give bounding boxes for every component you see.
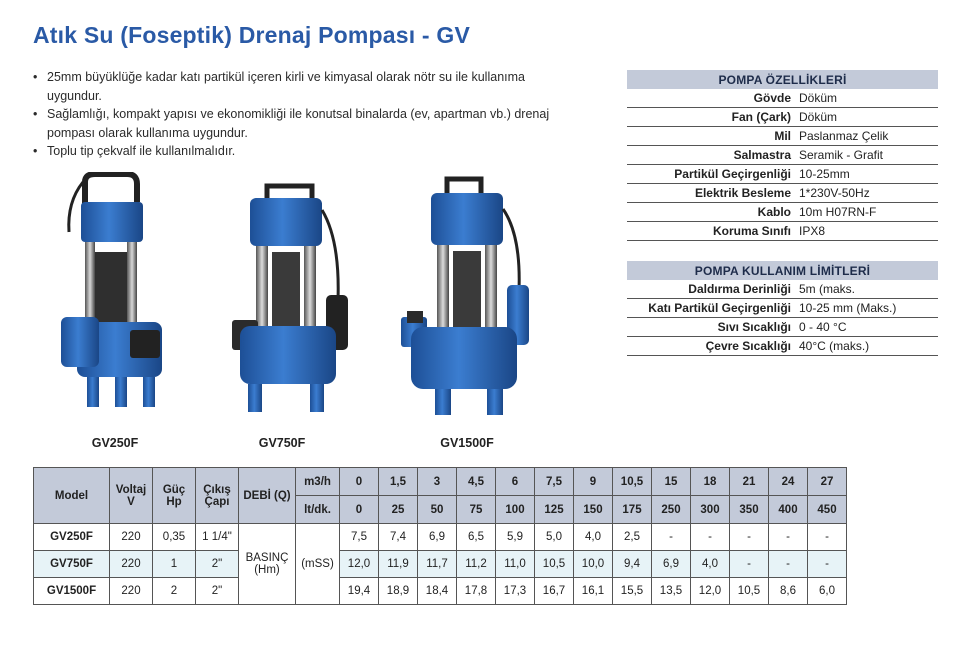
spec-key: Mil: [627, 127, 795, 146]
spec-value: Seramik - Grafit: [795, 146, 938, 165]
spec-key: Salmastra: [627, 146, 795, 165]
head-cell: 11,7: [418, 551, 457, 578]
limit-value: 40°C (maks.): [795, 337, 938, 356]
head-cell: -: [808, 551, 847, 578]
spec-key: Kablo: [627, 203, 795, 222]
spec-key: Fan (Çark): [627, 108, 795, 127]
head-cell: -: [652, 524, 691, 551]
table-row: [34, 578, 847, 605]
limits-table: [627, 261, 938, 356]
pump-label: GV1500F: [440, 436, 494, 450]
description-list: [33, 68, 573, 161]
ltdk-cell: 150: [574, 496, 613, 524]
pump-gv750f-image: [222, 180, 352, 420]
m3h-cell: 6: [496, 468, 535, 496]
power-unit: Hp: [166, 495, 182, 508]
col-header-voltage: [110, 468, 153, 524]
model-cell: GV1500F: [34, 578, 110, 605]
voltage-unit: V: [127, 495, 135, 508]
outlet-cell: 2": [196, 578, 239, 605]
ltdk-cell: 100: [496, 496, 535, 524]
voltage-cell: 220: [110, 551, 153, 578]
model-cell: GV250F: [34, 524, 110, 551]
outlet-cell: 2": [196, 551, 239, 578]
head-cell: 7,5: [340, 524, 379, 551]
spec-value: 10-25mm: [795, 165, 938, 184]
spec-value: Döküm: [795, 89, 938, 108]
m3h-cell: 4,5: [457, 468, 496, 496]
head-cell: 18,9: [379, 578, 418, 605]
description-item: • Toplu tip çekvalf ile kullanılmalıdır.: [33, 142, 573, 161]
head-cell: -: [769, 524, 808, 551]
description-item: • Sağlamlığı, kompakt yapısı ve ekonomikliği ile konutsal binalarda (ev, apartman vb.) drenaj pompası olarak kullanıma uygundur.: [33, 105, 573, 142]
col-header-model: Model: [34, 468, 110, 524]
head-cell: 11,2: [457, 551, 496, 578]
head-cell: 6,0: [808, 578, 847, 605]
head-cell: -: [769, 551, 808, 578]
power-label: Güç: [162, 483, 186, 496]
spec-value: IPX8: [795, 222, 938, 241]
performance-table: [33, 467, 847, 605]
head-cell: 16,7: [535, 578, 574, 605]
voltage-cell: 220: [110, 578, 153, 605]
m3h-cell: 21: [730, 468, 769, 496]
head-cell: 8,6: [769, 578, 808, 605]
head-cell: 17,8: [457, 578, 496, 605]
head-cell: -: [730, 524, 769, 551]
features-table: [627, 70, 938, 241]
head-cell: 16,1: [574, 578, 613, 605]
head-cell: 5,0: [535, 524, 574, 551]
power-cell: 2: [153, 578, 196, 605]
head-cell: 13,5: [652, 578, 691, 605]
pressure-label: [239, 524, 296, 605]
m3h-cell: 3: [418, 468, 457, 496]
head-cell: 9,4: [613, 551, 652, 578]
m3h-cell: 15: [652, 468, 691, 496]
head-cell: 12,0: [691, 578, 730, 605]
unit-ltdk: lt/dk.: [296, 496, 340, 524]
limit-key: Çevre Sıcaklığı: [627, 337, 795, 356]
head-cell: 12,0: [340, 551, 379, 578]
m3h-cell: 10,5: [613, 468, 652, 496]
pump-gv1500f-image: [395, 175, 535, 420]
head-cell: 11,0: [496, 551, 535, 578]
pump-label: GV250F: [91, 436, 139, 450]
mss-unit: (mSS): [296, 524, 340, 605]
outlet-label: Çıkış: [203, 483, 231, 496]
head-cell: -: [730, 551, 769, 578]
ltdk-cell: 50: [418, 496, 457, 524]
ltdk-cell: 450: [808, 496, 847, 524]
m3h-cell: 9: [574, 468, 613, 496]
m3h-cell: 7,5: [535, 468, 574, 496]
head-cell: 15,5: [613, 578, 652, 605]
outlet-unit: Çapı: [204, 495, 230, 508]
power-cell: 0,35: [153, 524, 196, 551]
spec-value: Döküm: [795, 108, 938, 127]
voltage-cell: 220: [110, 524, 153, 551]
limit-value: 5m (maks.: [795, 280, 938, 299]
pump-label: GV750F: [258, 436, 306, 450]
pump-gv250f-image: [55, 172, 175, 422]
description-item: • 25mm büyüklüğe kadar katı partikül içeren kirli ve kimyasal olarak nötr su ile kullanıma uygundur.: [33, 68, 573, 105]
head-cell: 18,4: [418, 578, 457, 605]
table-row: [34, 524, 847, 551]
col-header-power: [153, 468, 196, 524]
limits-header: POMPA KULLANIM LİMİTLERİ: [627, 261, 938, 280]
head-cell: 5,9: [496, 524, 535, 551]
head-cell: 7,4: [379, 524, 418, 551]
ltdk-cell: 250: [652, 496, 691, 524]
head-cell: 6,5: [457, 524, 496, 551]
ltdk-cell: 175: [613, 496, 652, 524]
unit-m3h: m3/h: [296, 468, 340, 496]
spec-value: 10m H07RN-F: [795, 203, 938, 222]
col-header-outlet: [196, 468, 239, 524]
limit-key: Daldırma Derinliği: [627, 280, 795, 299]
limit-value: 0 - 40 °C: [795, 318, 938, 337]
ltdk-cell: 125: [535, 496, 574, 524]
head-cell: 17,3: [496, 578, 535, 605]
ltdk-cell: 400: [769, 496, 808, 524]
head-cell: 10,5: [730, 578, 769, 605]
m3h-cell: 1,5: [379, 468, 418, 496]
spec-key: Elektrik Besleme: [627, 184, 795, 203]
limit-key: Katı Partikül Geçirgenliği: [627, 299, 795, 318]
m3h-cell: 24: [769, 468, 808, 496]
head-cell: 2,5: [613, 524, 652, 551]
pressure-unit: (Hm): [254, 564, 280, 576]
ltdk-cell: 75: [457, 496, 496, 524]
ltdk-cell: 25: [379, 496, 418, 524]
features-header: POMPA ÖZELLİKLERİ: [627, 70, 938, 89]
ltdk-cell: 350: [730, 496, 769, 524]
table-row: [34, 551, 847, 578]
m3h-cell: 27: [808, 468, 847, 496]
spec-key: Partikül Geçirgenliği: [627, 165, 795, 184]
spec-value: Paslanmaz Çelik: [795, 127, 938, 146]
col-header-flow: DEBİ (Q): [239, 468, 296, 524]
head-cell: -: [691, 524, 730, 551]
ltdk-cell: 0: [340, 496, 379, 524]
head-cell: 4,0: [574, 524, 613, 551]
power-cell: 1: [153, 551, 196, 578]
head-cell: -: [808, 524, 847, 551]
limit-key: Sıvı Sıcaklığı: [627, 318, 795, 337]
limit-value: 10-25 mm (Maks.): [795, 299, 938, 318]
head-cell: 4,0: [691, 551, 730, 578]
head-cell: 19,4: [340, 578, 379, 605]
head-cell: 10,0: [574, 551, 613, 578]
spec-key: Koruma Sınıfı: [627, 222, 795, 241]
page-title: Atık Su (Foseptik) Drenaj Pompası - GV: [33, 22, 471, 48]
voltage-label: Voltaj: [115, 483, 147, 496]
m3h-cell: 0: [340, 468, 379, 496]
model-cell: GV750F: [34, 551, 110, 578]
m3h-cell: 18: [691, 468, 730, 496]
pressure-text: BASINÇ: [245, 552, 289, 564]
spec-key: Gövde: [627, 89, 795, 108]
head-cell: 11,9: [379, 551, 418, 578]
outlet-cell: 1 1/4": [196, 524, 239, 551]
head-cell: 6,9: [652, 551, 691, 578]
ltdk-cell: 300: [691, 496, 730, 524]
head-cell: 10,5: [535, 551, 574, 578]
spec-value: 1*230V-50Hz: [795, 184, 938, 203]
head-cell: 6,9: [418, 524, 457, 551]
